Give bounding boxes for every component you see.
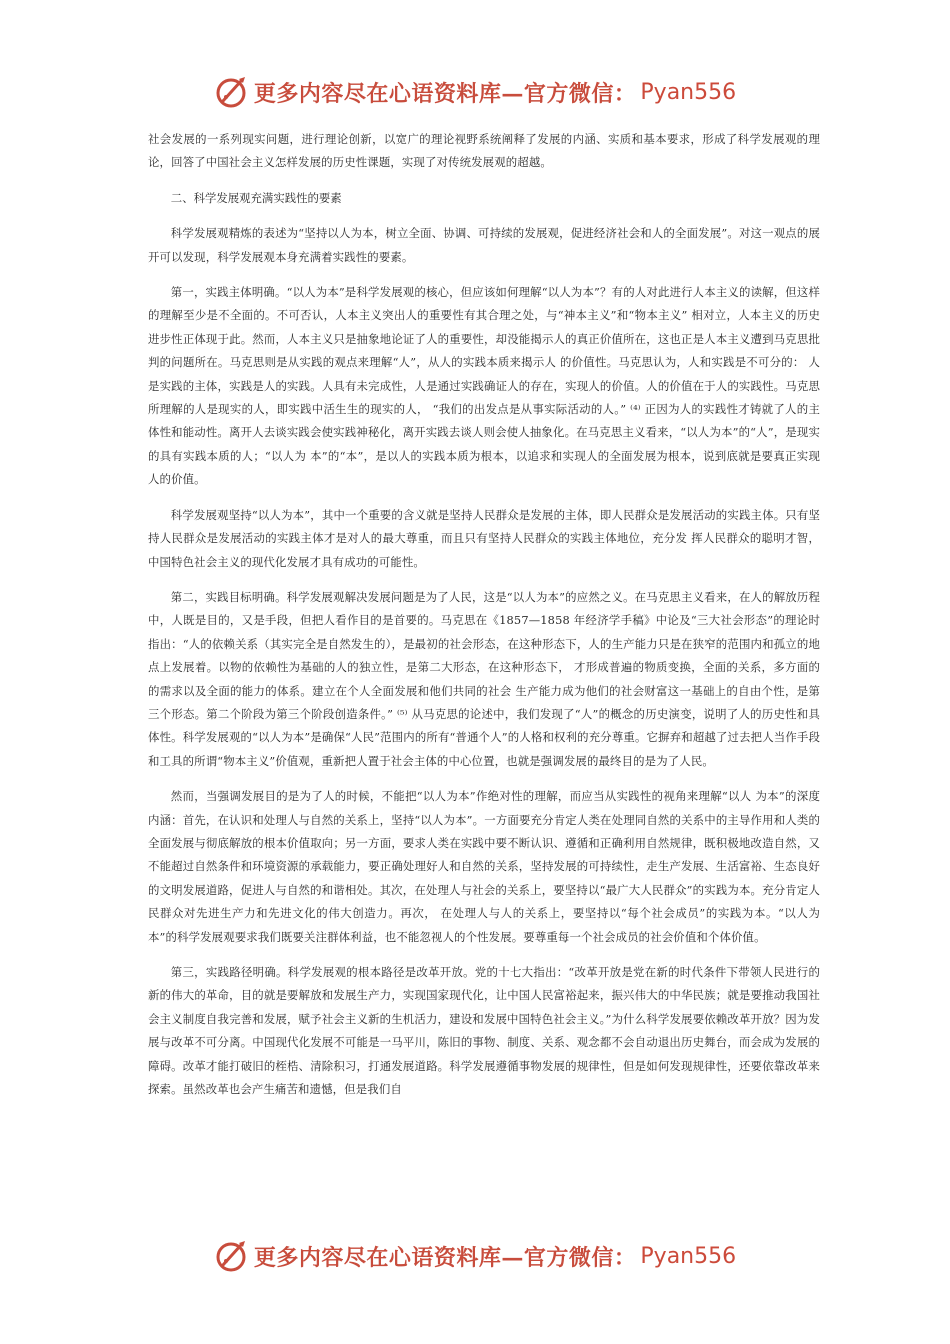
- document-body: [148, 128, 820, 1113]
- pen-logo-icon: [214, 1238, 250, 1274]
- watermark-text: 更多内容尽在心语资料库—官方微信：: [253, 1244, 637, 1271]
- pen-logo-icon: [214, 74, 250, 110]
- paragraph: 科学发展观精炼的表述为“坚持以人为本，树立全面、协调、可持续的发展观，促进经济社会和人的全面发展”。对这一观点的展开可以发现，科学发展观本身充满着实践性的要素。: [148, 226, 820, 264]
- paragraph: 社会发展的一系列现实问题，进行理论创新，以宽广的理论视野系统阐释了发展的内涵、实质和基本要求，形成了科学发展观的理论，回答了中国社会主义怎样发展的历史性课题，实现了对传统发展观的超越。: [148, 132, 820, 170]
- paragraph: 第二，实践目标明确。科学发展观解决发展问题是为了人民，这是“以人为本”的应然之义。在马克思主义看来，在人的解放历程中，人既是目的，又是手段，但把人看作目的是首要的。马克思在《1857—1858 年经济学手稿》中论及“三大社会形态”的理论时指出：“人的依赖关系（其实完全是自然发生的），是最初的社会形态，在这种形态下，人的生产能力只是在狭窄的范围内和孤立的地点上发展着。以物的依赖性为基础的人的独立性，是第二大形态，在这种形态下， 才形成普遍的物质变换，全面的关系，多方面的的需求以及全面的能力的体系。建立在个人全面发展和他们共同的社会 生产能力成为他们的社会财富这一基础上的自由个性，是第三个形态。第二个阶段为第三个阶段创造条件。” ⁽⁵⁾ 从马克思的论述中，我们发现了“人”的概念的历史演变，说明了人的历史性和具体性。科学发展观的“以人为本”是确保“人民”范围内的所有“普通个人”的人格和权利的充分尊重。它摒弃和超越了过去把人当作手段和工具的所谓“物本主义”价值观，重新把人置于社会主体的中心位置，也就是强调发展的最终目的是为了人民。: [148, 589, 820, 768]
- footer-watermark-banner: [0, 1236, 950, 1276]
- paragraph: 第三，实践路径明确。科学发展观的根本路径是改革开放。党的十七大指出：“改革开放是党在新的时代条件下带领人民进行的新的伟大的革命，目的就是要解放和发展生产力，实现国家现代化，让中国人民富裕起来，振兴伟大的中华民族；就是要推动我国社会主义制度自我完善和发展，赋予社会主义新的生机活力，建设和发展中国特色社会主义。”为什么科学发展要依赖改革开放？因为发展与改革不可分离。中国现代化发展不可能是一马平川，陈旧的事物、制度、关系、观念都不会自动退出历史舞台，而会成为发展的障碍。改革才能打破旧的桎梏、清除积习，打通发展道路。科学发展遵循事物发展的规律性，但是如何发现规律性，还要依靠改革来探索。虽然改革也会产生痛苦和遗憾，但是我们自: [148, 965, 820, 1097]
- paragraph: 然而，当强调发展目的是为了人的时候，不能把“以人为本”作绝对性的理解，而应当从实践性的视角来理解“以人 为本”的深度内涵：首先，在认识和处理人与自然的关系上，坚持“以人为本”。一方面要充分肯定人类在处理同自然的关系中的主导作用和人类的全面发展与彻底解放的根本价值取向；另一方面，要求人类在实践中要不断认识、遵循和正确利用自然规律，既积极地改造自然，又不能超过自然条件和环境资源的承载能力，要正确处理好人和自然的关系，坚持发展的可持续性，走生产发展、生活富裕、生态良好的文明发展道路，促进人与自然的和谐相处。其次，在处理人与社会的关系上，要坚持以“最广大人民群众”的实践为本。充分肯定人民群众对先进生产力和先进文化的伟大创造力。再次， 在处理人与人的关系上，要坚持以“每个社会成员”的实践为本。“以人为本”的科学发展观要求我们既要关注群体利益，也不能忽视人的个性发展。要尊重每一个社会成员的社会价值和个体价值。: [148, 789, 820, 944]
- header-watermark-banner: [0, 72, 950, 112]
- watermark-text: 更多内容尽在心语资料库—官方微信：: [253, 80, 637, 107]
- paragraph: 第一，实践主体明确。“以人为本”是科学发展观的核心，但应该如何理解“以人为本”？有的人对此进行人本主义的读解，但这样的理解至少是不全面的。不可否认，人本主义突出人的重要性有其合理之处，与“神本主义”和“物本主义” 相对立，人本主义的历史进步性正体现于此。然而，人本主义只是抽象地论证了人的重要性，却没能揭示人的真正价值所在，这也正是人本主义遭到马克思批判的问题所在。马克思则是从实践的观点来理解“人”，从人的实践本质来揭示人 的价值性。马克思认为，人和实践是不可分的： 人是实践的主体，实践是人的实践。人具有未完成性，人是通过实践确证人的存在，实现人的价值。人的价值在于人的实践性。马克思所理解的人是现实的人，即实践中活生生的现实的人， “我们的出发点是从事实际活动的人。” ⁽⁴⁾ 正因为人的实践性才铸就了人的主体性和能动性。离开人去谈实践会使实践神秘化，离开实践去谈人则会使人抽象化。在马克思主义看来，“以人为本”的“人”，是现实的具有实践本质的人；“以人为 本”的“本”，是以人的实践本质为根本，以追求和实现人的全面发展为根本，说到底就是要真正实现人的价值。: [148, 285, 820, 487]
- watermark-wechat-id: Pyan556: [640, 1243, 737, 1269]
- paragraph: 科学发展观坚持“以人为本”，其中一个重要的含义就是坚持人民群众是发展的主体，即人民群众是发展活动的实践主体。只有坚持人民群众是发展活动的实践主体才是对人的最大尊重，而且只有坚持人民群众的实践主体地位，充分发 挥人民群众的聪明才智，中国特色社会主义的现代化发展才具有成功的可能性。: [148, 507, 820, 569]
- section-heading: 二、科学发展观充满实践性的要素: [170, 190, 342, 205]
- watermark-wechat-id: Pyan556: [640, 79, 737, 105]
